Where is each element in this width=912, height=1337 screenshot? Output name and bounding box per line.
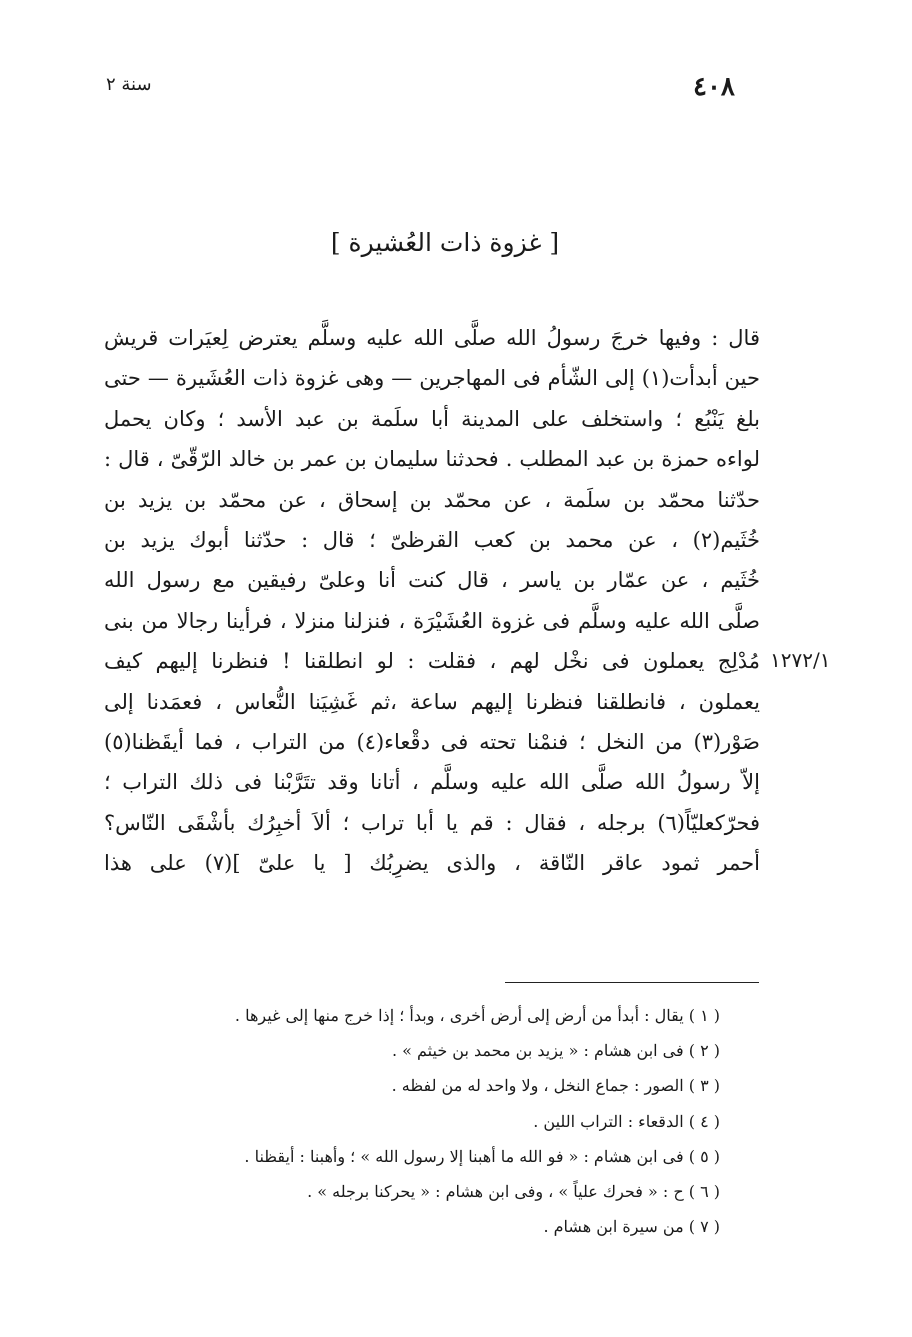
running-head: سنة ٢ bbox=[106, 74, 152, 95]
body-line: صَوْر(٣) من النخل ؛ فنمْنا تحته فى دقْعاء(٤) من التراب ، فما أيقَظنا(٥) bbox=[104, 729, 760, 754]
body-line: أحمر ثمود عاقر النّاقة ، والذى يضرِبُك [ يا علىّ ](٧) على هذا bbox=[104, 851, 760, 876]
footnote: ( ٤ ) الدقعاء : التراب اللين . bbox=[533, 1111, 720, 1131]
body-line: فحرّكعليّاً(٦) برجله ، فقال : قم يا أبا تراب ؛ ألاَ أخبِرُك بأشْقَى النّاس؟ bbox=[104, 810, 760, 835]
body-line: خُثَيم(٢) ، عن محمد بن كعب القرظىّ ؛ قال : حدّثنا أبوك يزيد بن bbox=[104, 527, 760, 552]
footnote: ( ١ ) يقال : أبدأ من أرض إلى أرض أخرى ، وبدأ ؛ إذا خرج منها إلى غيرها . bbox=[234, 1006, 720, 1025]
page-number: ٤٠٨ bbox=[693, 72, 735, 102]
body-line: يعملون ، فانطلقنا فنظرنا إليهم ساعة ،ثم غَشِيَنا النُّعاس ، فعمَدنا إلى bbox=[104, 689, 760, 714]
body-line: إلاّ رسولُ الله صلَّى الله عليه وسلَّم ، أتانا وقد تتَرَّبْنا فى ذلك التراب ؛ bbox=[104, 770, 760, 795]
body-line: حين أبدأت(١) إلى الشّأم فى المهاجرين — وهى غزوة ذات العُشَيرة — حتى bbox=[104, 366, 760, 391]
body-text bbox=[104, 318, 760, 883]
footnotes bbox=[150, 998, 720, 1244]
body-line: لواءه حمزة بن عبد المطلب . فحدثنا سليمان بن عمر بن خالد الرّقّىّ ، قال : bbox=[104, 447, 760, 472]
body-line: خُثَيم ، عن عمّار بن ياسر ، قال كنت أنا وعلىّ رفيقين مع رسول الله bbox=[104, 568, 760, 593]
section-heading: [ غزوة ذات العُشيرة ] bbox=[330, 228, 560, 257]
body-line: قال : وفيها خرجَ رسولُ الله صلَّى الله عليه وسلَّم يعترض لِعيَرات قريش bbox=[104, 326, 760, 350]
body-line: مُدْلِج يعملون فى نخْل لهم ، فقلت : لو انطلقنا ! فنظرنا إليهم كيف bbox=[104, 649, 760, 674]
footnote: ( ٧ ) من سيرة ابن هشام . bbox=[543, 1217, 720, 1237]
footnote: ( ٢ ) فى ابن هشام : « يزيد بن محمد بن خيثم » . bbox=[391, 1041, 720, 1061]
footnote-rule bbox=[505, 982, 759, 983]
margin-reference: ١٢٧٢/١ bbox=[770, 648, 831, 672]
footnote: ( ٥ ) فى ابن هشام : « فو الله ما أهبنا إلا رسول الله » ؛ وأهبنا : أيقظنا . bbox=[244, 1146, 720, 1166]
footnote: ( ٣ ) الصور : جماع النخل ، ولا واحد له من لفظه . bbox=[391, 1076, 720, 1096]
body-line: صلَّى الله عليه وسلَّم فى غزوة العُشَيْرَة ، فنزلنا منزلا ، فرأينا رجالا من بنى bbox=[104, 608, 760, 633]
body-line: حدّثنا محمّد بن سلَمة ، عن محمّد بن إسحاق ، عن محمّد بن يزيد بن bbox=[104, 487, 760, 512]
footnote: ( ٦ ) ح : « فحرك علياً » ، وفى ابن هشام : « يحركنا برجله » . bbox=[307, 1181, 720, 1201]
body-line: بلغ يَنْبُع ؛ واستخلف على المدينة أبا سلَمة بن عبد الأسد ؛ وكان يحمل bbox=[104, 406, 760, 431]
